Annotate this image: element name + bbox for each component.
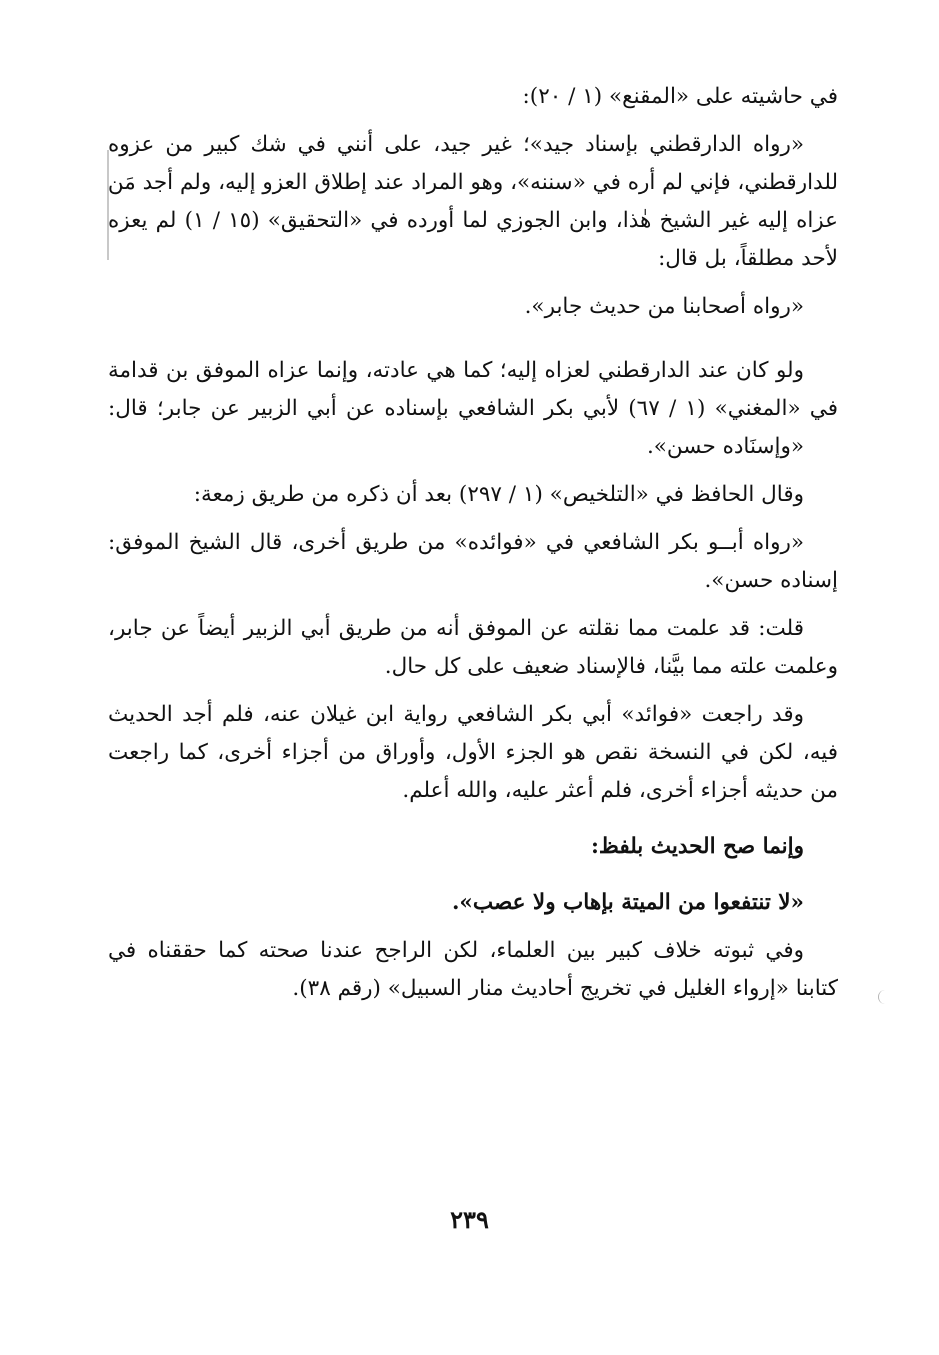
paragraph-2 <box>108 126 838 278</box>
paragraph-4 <box>108 352 838 466</box>
hadith-quote-line: «لا تنتفعوا من الميتة بإهاب ولا عصب». <box>451 890 804 915</box>
text-line: إسناده حسن». <box>704 568 838 593</box>
text-line: ولو كان عند الدارقطني لعزاه إليه؛ كما هي عادته، وإنما عزاه الموفق بن قدامة <box>108 358 804 383</box>
text-line: وقد راجعت «فوائد» أبي بكر الشافعي رواية ابن غيلان عنه، فلم أجد الحديث <box>108 702 804 727</box>
paragraph-7 <box>108 610 838 686</box>
text-line: في «المغني» (١ / ٦٧) لأبي بكر الشافعي بإسناده عن أبي الزبير عن جابر؛ قال: <box>108 396 838 421</box>
text-line: «وإسنَاده حسن». <box>646 434 804 459</box>
paragraph-8 <box>108 696 838 810</box>
text-line: للدارقطني، فإني لم أره في «سننه»، وهو المراد عند إطلاق العزو إليه، ولم أجد مَن <box>108 170 838 195</box>
text-line: وعلمت علته مما بيَّنا، فالإسناد ضعيف على كل حال. <box>384 654 838 679</box>
document-body <box>108 78 838 1008</box>
heading-line: وإنما صح الحديث بلفظ: <box>590 834 804 859</box>
paragraph-10 <box>108 884 838 922</box>
text-line: وقال الحافظ في «التلخيص» (١ / ٢٩٧) بعد أن ذكره من طريق زمعة: <box>193 482 804 507</box>
text-line: وفي ثبوته خلاف كبير بين العلماء، لكن الراجح عندنا صحته كما حققناه في <box>108 938 804 963</box>
margin-mark <box>878 990 887 1004</box>
text-line: «رواه أصحابنا من حديث جابر». <box>524 294 804 319</box>
text-line: «رواه الدارقطني بإسناد جيد»؛ غير جيد، على أنني في شك كبير من عزوه <box>108 132 804 157</box>
paragraph-11 <box>108 932 838 1008</box>
text-line: فيه، لكن في النسخة نقص هو الجزء الأول، وأوراق من أجزاء أخرى، كما راجعت <box>108 740 838 765</box>
text-line: في حاشيته على «المقنع» (١ / ٢٠): <box>522 84 838 109</box>
paragraph-3 <box>108 288 838 326</box>
text-line: «رواه أبــو بكر الشافعي في «فوائده» من طريق أخرى، قال الشيخ الموفق: <box>108 530 804 555</box>
paragraph-5 <box>108 476 838 514</box>
paragraph-1 <box>108 78 838 116</box>
text-line: من حديثه أجزاء أخرى، فلم أعثر عليه، والله أعلم. <box>402 778 838 803</box>
text-line: قلت: قد علمت مما نقلته عن الموفق أنه من طريق أبي الزبير أيضاً عن جابر، <box>108 616 804 641</box>
page-number: ٢٣٩ <box>450 1205 489 1234</box>
text-line: لأحد مطلقاً، بل قال: <box>658 246 838 271</box>
text-line: عزاه إليه غير الشيخ هٰذا، وابن الجوزي لما أورده في «التحقيق» (١٥ / ١) لم يعزه <box>108 208 838 233</box>
text-line: كتابنا «إرواء الغليل في تخريج أحاديث منار السبيل» (رقم ٣٨). <box>292 976 838 1001</box>
paragraph-9 <box>108 828 838 866</box>
paragraph-6 <box>108 524 838 600</box>
